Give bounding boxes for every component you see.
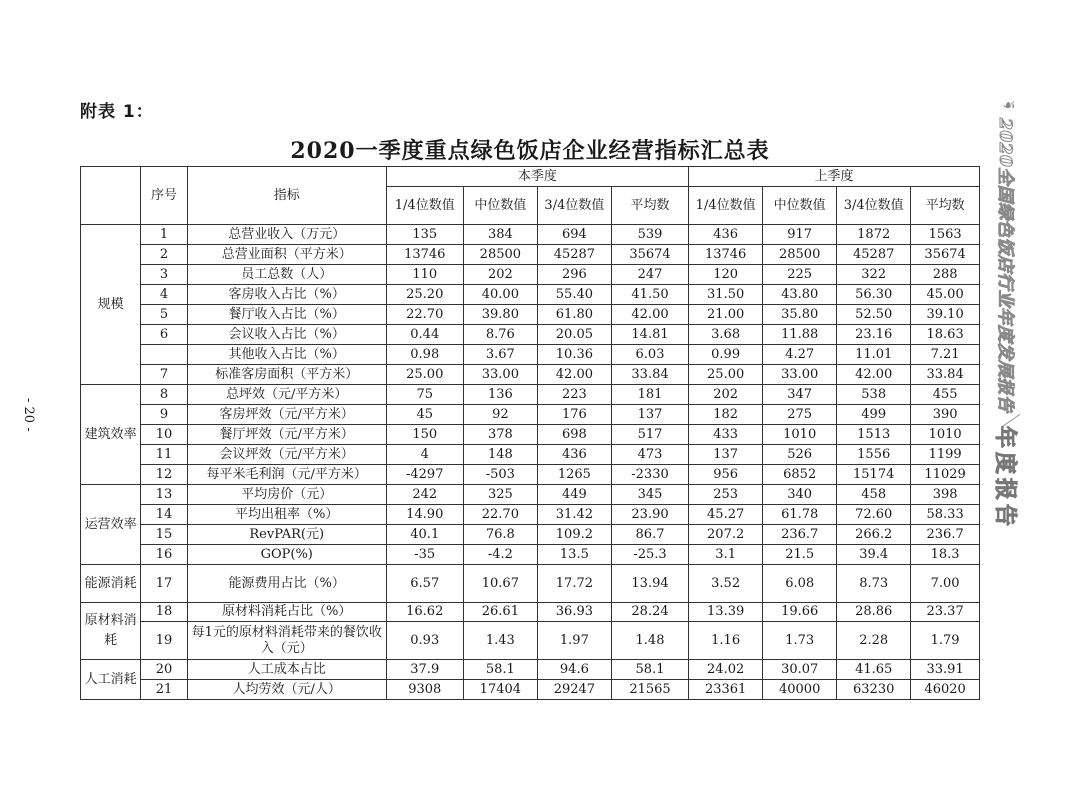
- seq-cell: 2: [141, 245, 188, 265]
- value-cell: 436: [689, 225, 763, 245]
- table-row: [81, 385, 980, 405]
- value-cell: 13.39: [689, 603, 763, 622]
- seq-cell: 21: [141, 680, 188, 700]
- value-cell: 36.93: [537, 603, 611, 622]
- value-cell: 1265: [537, 465, 611, 485]
- table-row: [81, 405, 980, 425]
- indicator-cell: 总营业面积（平方米）: [187, 245, 386, 265]
- value-cell: 42.00: [611, 305, 688, 325]
- indicator-cell: 人工成本占比: [187, 660, 386, 680]
- logo-icon: ☙: [1002, 96, 1016, 114]
- value-cell: 33.84: [611, 365, 688, 385]
- value-cell: 3.67: [463, 345, 537, 365]
- value-cell: 26.61: [463, 603, 537, 622]
- table-row: [81, 565, 980, 603]
- category-cell: 建筑效率: [81, 385, 141, 485]
- value-cell: 92: [463, 405, 537, 425]
- value-cell: 1.43: [463, 622, 537, 660]
- value-cell: 1.16: [689, 622, 763, 660]
- category-cell: 规模: [81, 225, 141, 385]
- value-cell: 45287: [537, 245, 611, 265]
- value-cell: 45.00: [911, 285, 980, 305]
- value-cell: 28500: [763, 245, 837, 265]
- value-cell: 0.44: [386, 325, 463, 345]
- value-cell: 296: [537, 265, 611, 285]
- value-cell: 242: [386, 485, 463, 505]
- header-median: 中位数值: [763, 187, 837, 225]
- value-cell: 25.00: [689, 365, 763, 385]
- header-median: 中位数值: [463, 187, 537, 225]
- value-cell: 37.9: [386, 660, 463, 680]
- value-cell: 2.28: [837, 622, 911, 660]
- value-cell: 28500: [463, 245, 537, 265]
- value-cell: 1010: [763, 425, 837, 445]
- seq-cell: 9: [141, 405, 188, 425]
- seq-cell: 3: [141, 265, 188, 285]
- category-cell: 人工消耗: [81, 660, 141, 700]
- value-cell: 223: [537, 385, 611, 405]
- table-row: [81, 603, 980, 622]
- value-cell: 9308: [386, 680, 463, 700]
- value-cell: 21.00: [689, 305, 763, 325]
- value-cell: 41.50: [611, 285, 688, 305]
- value-cell: 33.00: [463, 365, 537, 385]
- value-cell: 46020: [911, 680, 980, 700]
- seq-cell: 20: [141, 660, 188, 680]
- value-cell: 538: [837, 385, 911, 405]
- value-cell: 0.93: [386, 622, 463, 660]
- table-row: [81, 425, 980, 445]
- value-cell: 347: [763, 385, 837, 405]
- indicator-cell: 能源费用占比（%）: [187, 565, 386, 603]
- value-cell: 31.50: [689, 285, 763, 305]
- value-cell: 207.2: [689, 525, 763, 545]
- value-cell: 325: [463, 485, 537, 505]
- value-cell: 19.66: [763, 603, 837, 622]
- value-cell: 8.76: [463, 325, 537, 345]
- table-row: [81, 245, 980, 265]
- value-cell: -503: [463, 465, 537, 485]
- value-cell: 28.86: [837, 603, 911, 622]
- value-cell: 29247: [537, 680, 611, 700]
- table-row: [81, 345, 980, 365]
- indicator-cell: 客房坪效（元/平方米）: [187, 405, 386, 425]
- table-row: [81, 465, 980, 485]
- value-cell: 17404: [463, 680, 537, 700]
- indicator-cell: 平均出租率（%）: [187, 505, 386, 525]
- seq-cell: 4: [141, 285, 188, 305]
- indicator-cell: 平均房价（元）: [187, 485, 386, 505]
- seq-cell: 18: [141, 603, 188, 622]
- value-cell: 13746: [386, 245, 463, 265]
- value-cell: 41.65: [837, 660, 911, 680]
- value-cell: 526: [763, 445, 837, 465]
- indicator-cell: 人均劳效（元/人）: [187, 680, 386, 700]
- value-cell: 24.02: [689, 660, 763, 680]
- value-cell: 35674: [911, 245, 980, 265]
- indicator-cell: GOP(%): [187, 545, 386, 565]
- value-cell: 956: [689, 465, 763, 485]
- table-row: [81, 505, 980, 525]
- indicator-cell: 餐厅收入占比（%）: [187, 305, 386, 325]
- value-cell: 1.79: [911, 622, 980, 660]
- indicator-cell: 会议收入占比（%）: [187, 325, 386, 345]
- value-cell: 33.84: [911, 365, 980, 385]
- header-q1: 1/4位数值: [386, 187, 463, 225]
- seq-cell: 6: [141, 325, 188, 345]
- value-cell: 55.40: [537, 285, 611, 305]
- value-cell: 135: [386, 225, 463, 245]
- value-cell: 58.33: [911, 505, 980, 525]
- value-cell: 28.24: [611, 603, 688, 622]
- value-cell: 76.8: [463, 525, 537, 545]
- value-cell: 436: [537, 445, 611, 465]
- value-cell: -25.3: [611, 545, 688, 565]
- header-category-blank: [81, 167, 141, 225]
- header-q3: 3/4位数值: [837, 187, 911, 225]
- seq-cell: [141, 345, 188, 365]
- indicator-cell: 客房收入占比（%）: [187, 285, 386, 305]
- table-row: [81, 545, 980, 565]
- value-cell: 3.52: [689, 565, 763, 603]
- value-cell: 136: [463, 385, 537, 405]
- value-cell: 345: [611, 485, 688, 505]
- value-cell: 23.90: [611, 505, 688, 525]
- table-row: [81, 325, 980, 345]
- seq-cell: 19: [141, 622, 188, 660]
- value-cell: 15174: [837, 465, 911, 485]
- table-row: [81, 265, 980, 285]
- header-indicator: 指标: [187, 167, 386, 225]
- category-cell: 能源消耗: [81, 565, 141, 603]
- value-cell: 58.1: [463, 660, 537, 680]
- value-cell: 181: [611, 385, 688, 405]
- seq-cell: 15: [141, 525, 188, 545]
- value-cell: 698: [537, 425, 611, 445]
- indicator-cell: 原材料消耗占比（%）: [187, 603, 386, 622]
- value-cell: 148: [463, 445, 537, 465]
- value-cell: 1.48: [611, 622, 688, 660]
- value-cell: 176: [537, 405, 611, 425]
- value-cell: 17.72: [537, 565, 611, 603]
- value-cell: 18.3: [911, 545, 980, 565]
- seq-cell: 13: [141, 485, 188, 505]
- value-cell: 45: [386, 405, 463, 425]
- value-cell: 499: [837, 405, 911, 425]
- value-cell: 22.70: [463, 505, 537, 525]
- value-cell: 1872: [837, 225, 911, 245]
- value-cell: 33.00: [763, 365, 837, 385]
- seq-cell: 10: [141, 425, 188, 445]
- value-cell: 11029: [911, 465, 980, 485]
- value-cell: 517: [611, 425, 688, 445]
- table-row: [81, 445, 980, 465]
- appendix-label: 附表 1：: [80, 102, 154, 122]
- value-cell: 109.2: [537, 525, 611, 545]
- indicator-cell: 员工总数（人）: [187, 265, 386, 285]
- page-number: - 20 -: [21, 398, 36, 432]
- sidebar-slogan: 2020全国绿色饭店行业年度发展报告: [995, 118, 1015, 413]
- value-cell: 247: [611, 265, 688, 285]
- value-cell: 45.27: [689, 505, 763, 525]
- value-cell: 20.05: [537, 325, 611, 345]
- value-cell: 58.1: [611, 660, 688, 680]
- value-cell: 1563: [911, 225, 980, 245]
- seq-cell: 14: [141, 505, 188, 525]
- value-cell: 458: [837, 485, 911, 505]
- value-cell: 10.67: [463, 565, 537, 603]
- table-row: [81, 305, 980, 325]
- seq-cell: 11: [141, 445, 188, 465]
- header-previous-quarter: 上季度: [689, 167, 980, 187]
- value-cell: 39.4: [837, 545, 911, 565]
- indicator-cell: 标准客房面积（平方米）: [187, 365, 386, 385]
- value-cell: 42.00: [537, 365, 611, 385]
- value-cell: 7.21: [911, 345, 980, 365]
- table-row: [81, 525, 980, 545]
- value-cell: 21.5: [763, 545, 837, 565]
- value-cell: 43.80: [763, 285, 837, 305]
- indicator-table: [80, 166, 980, 700]
- value-cell: 225: [763, 265, 837, 285]
- value-cell: 75: [386, 385, 463, 405]
- table-row: [81, 225, 980, 245]
- value-cell: 384: [463, 225, 537, 245]
- value-cell: 266.2: [837, 525, 911, 545]
- header-q1: 1/4位数值: [689, 187, 763, 225]
- seq-cell: 8: [141, 385, 188, 405]
- indicator-cell: RevPAR(元): [187, 525, 386, 545]
- value-cell: 4.27: [763, 345, 837, 365]
- value-cell: 11.01: [837, 345, 911, 365]
- seq-cell: 7: [141, 365, 188, 385]
- table-row: [81, 680, 980, 700]
- value-cell: 539: [611, 225, 688, 245]
- value-cell: 13746: [689, 245, 763, 265]
- value-cell: 1.73: [763, 622, 837, 660]
- value-cell: 0.99: [689, 345, 763, 365]
- value-cell: 137: [611, 405, 688, 425]
- value-cell: 45287: [837, 245, 911, 265]
- indicator-cell: 其他收入占比（%）: [187, 345, 386, 365]
- table-row: [81, 660, 980, 680]
- table-title: 2020一季度重点绿色饭店企业经营指标汇总表: [290, 138, 770, 164]
- value-cell: 253: [689, 485, 763, 505]
- value-cell: 16.62: [386, 603, 463, 622]
- value-cell: 1199: [911, 445, 980, 465]
- value-cell: 31.42: [537, 505, 611, 525]
- value-cell: 694: [537, 225, 611, 245]
- value-cell: 236.7: [763, 525, 837, 545]
- value-cell: 22.70: [386, 305, 463, 325]
- header-avg: 平均数: [911, 187, 980, 225]
- value-cell: 1.97: [537, 622, 611, 660]
- value-cell: -35: [386, 545, 463, 565]
- value-cell: 23361: [689, 680, 763, 700]
- value-cell: 30.07: [763, 660, 837, 680]
- value-cell: 40.1: [386, 525, 463, 545]
- value-cell: 390: [911, 405, 980, 425]
- indicator-cell: 总营业收入（万元）: [187, 225, 386, 245]
- value-cell: 150: [386, 425, 463, 445]
- value-cell: 10.36: [537, 345, 611, 365]
- value-cell: 6.57: [386, 565, 463, 603]
- value-cell: -2330: [611, 465, 688, 485]
- value-cell: 449: [537, 485, 611, 505]
- value-cell: 0.98: [386, 345, 463, 365]
- value-cell: 3.68: [689, 325, 763, 345]
- value-cell: 35674: [611, 245, 688, 265]
- value-cell: 21565: [611, 680, 688, 700]
- value-cell: 14.90: [386, 505, 463, 525]
- value-cell: 7.00: [911, 565, 980, 603]
- value-cell: 39.80: [463, 305, 537, 325]
- indicator-cell: 每平米毛利润（元/平方米）: [187, 465, 386, 485]
- value-cell: 398: [911, 485, 980, 505]
- value-cell: 917: [763, 225, 837, 245]
- seq-cell: 16: [141, 545, 188, 565]
- value-cell: 86.7: [611, 525, 688, 545]
- header-q3: 3/4位数值: [537, 187, 611, 225]
- value-cell: 13.94: [611, 565, 688, 603]
- value-cell: 433: [689, 425, 763, 445]
- value-cell: 340: [763, 485, 837, 505]
- value-cell: 63230: [837, 680, 911, 700]
- category-cell: 运营效率: [81, 485, 141, 565]
- value-cell: 110: [386, 265, 463, 285]
- value-cell: 52.50: [837, 305, 911, 325]
- value-cell: 378: [463, 425, 537, 445]
- table-row: [81, 365, 980, 385]
- header-current-quarter: 本季度: [386, 167, 688, 187]
- value-cell: 23.16: [837, 325, 911, 345]
- value-cell: 25.00: [386, 365, 463, 385]
- indicator-cell: 餐厅坪效（元/平方米）: [187, 425, 386, 445]
- value-cell: -4297: [386, 465, 463, 485]
- value-cell: 42.00: [837, 365, 911, 385]
- value-cell: 473: [611, 445, 688, 465]
- seq-cell: 5: [141, 305, 188, 325]
- value-cell: 288: [911, 265, 980, 285]
- table-row: [81, 285, 980, 305]
- value-cell: 8.73: [837, 565, 911, 603]
- value-cell: 3.1: [689, 545, 763, 565]
- value-cell: 14.81: [611, 325, 688, 345]
- indicator-cell: 总坪效（元/平方米）: [187, 385, 386, 405]
- seq-cell: 12: [141, 465, 188, 485]
- seq-cell: 1: [141, 225, 188, 245]
- value-cell: -4.2: [463, 545, 537, 565]
- sidebar-report-label: 年度报告: [992, 426, 1018, 531]
- value-cell: 72.60: [837, 505, 911, 525]
- value-cell: 1513: [837, 425, 911, 445]
- value-cell: 182: [689, 405, 763, 425]
- header-avg: 平均数: [611, 187, 688, 225]
- value-cell: 35.80: [763, 305, 837, 325]
- value-cell: 40000: [763, 680, 837, 700]
- value-cell: 275: [763, 405, 837, 425]
- value-cell: 56.30: [837, 285, 911, 305]
- table-row: [81, 622, 980, 660]
- value-cell: 202: [689, 385, 763, 405]
- category-cell: 原材料消耗: [81, 603, 141, 660]
- value-cell: 25.20: [386, 285, 463, 305]
- value-cell: 1556: [837, 445, 911, 465]
- value-cell: 33.91: [911, 660, 980, 680]
- seq-cell: 17: [141, 565, 188, 603]
- value-cell: 202: [463, 265, 537, 285]
- value-cell: 18.63: [911, 325, 980, 345]
- sidebar-banner: [988, 94, 1032, 531]
- value-cell: 322: [837, 265, 911, 285]
- value-cell: 94.6: [537, 660, 611, 680]
- indicator-cell: 每1元的原材料消耗带来的餐饮收入（元）: [187, 622, 386, 660]
- header-seq: 序号: [141, 167, 188, 225]
- value-cell: 455: [911, 385, 980, 405]
- indicator-cell: 会议坪效（元/平方米）: [187, 445, 386, 465]
- value-cell: 61.80: [537, 305, 611, 325]
- value-cell: 6.08: [763, 565, 837, 603]
- value-cell: 40.00: [463, 285, 537, 305]
- value-cell: 39.10: [911, 305, 980, 325]
- value-cell: 1010: [911, 425, 980, 445]
- table-row: [81, 485, 980, 505]
- value-cell: 6852: [763, 465, 837, 485]
- value-cell: 11.88: [763, 325, 837, 345]
- value-cell: 4: [386, 445, 463, 465]
- value-cell: 6.03: [611, 345, 688, 365]
- value-cell: 236.7: [911, 525, 980, 545]
- value-cell: 13.5: [537, 545, 611, 565]
- value-cell: 137: [689, 445, 763, 465]
- value-cell: 23.37: [911, 603, 980, 622]
- value-cell: 61.78: [763, 505, 837, 525]
- value-cell: 120: [689, 265, 763, 285]
